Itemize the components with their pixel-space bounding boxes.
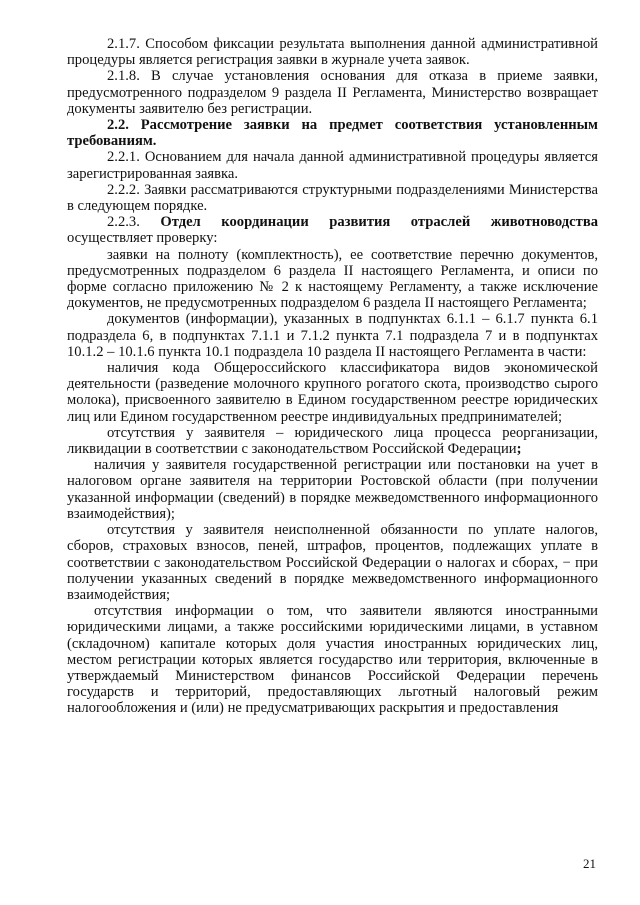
- paragraph-okved-code: наличия кода Общероссийского классификатора видов экономической деятельности (разведение молочного крупного рогатого скота, производство сырого молока), присвоенного заявителю в Едином государственном реестре юридических лиц или Едином государственном реестре индивидуальных предпринимателей;: [67, 360, 598, 425]
- paragraph-foreign-entities: отсутствия информации о том, что заявители являются иностранными юридическими лицами, а также российскими юридическими лицами, в уставном (складочном) капитале которых доля участия иностранных юридических лиц, местом регистрации которых является государство или территория, включенные в утверждаемый Министерством финансов Российской Федерации перечень государств и территорий, предоставляющих льготный налоговый режим налогообложения и (или) не предусматривающих раскрытия и предоставления: [67, 603, 598, 717]
- paragraph-reorganization: [67, 425, 598, 457]
- page-number: 21: [583, 856, 596, 871]
- paragraph-2-2-1: 2.2.1. Основанием для начала данной административной процедуры является зарегистрированная заявка.: [67, 149, 598, 182]
- paragraph-documents: документов (информации), указанных в подпунктах 6.1.1 – 6.1.7 пункта 6.1 подраздела 6, в подпунктах 7.1.1 и 7.1.2 пункта 7.1 подраздела 7 и в подпунктах 10.1.2 – 10.1.6 пункта 10.1 подраздела 10 раздела II настоящего Регламента в части:: [67, 311, 598, 360]
- paragraph-reorganization-text: отсутствия у заявителя – юридического лица процесса реорганизации, ликвидации в соответствии с законодательством Российской Федерации: [67, 424, 598, 458]
- paragraph-2-2-3-text: осуществляет проверку:: [67, 230, 218, 247]
- section-heading-2-2: 2.2. Рассмотрение заявки на предмет соответствия установленным требованиям.: [67, 117, 598, 150]
- paragraph-reorganization-tail: ;: [516, 441, 522, 458]
- paragraph-2-1-7: 2.1.7. Способом фиксации результата выполнения данной административной процедуры является регистрация заявки в журнале учета заявок.: [67, 36, 598, 69]
- department-name: Отдел координации развития отраслей животноводства: [160, 214, 598, 231]
- paragraph-completeness: заявки на полноту (комплектность), ее соответствие перечню документов, предусмотренных подразделом 6 раздела II настоящего Регламента, и описи по форме согласно приложению № 2 к настоящему Регламенту, а также исключение документов, не предусмотренных подразделом 6 раздела II настоящего Регламента;: [67, 246, 598, 312]
- paragraph-registration: наличия у заявителя государственной регистрации или постановки на учет в налоговом органе заявителя на территории Ростовской области (при получении указанной информации (сведений) в порядке межведомственного информационного взаимодействия);: [67, 457, 598, 522]
- paragraph-2-2-3: [67, 214, 598, 246]
- paragraph-taxes: отсутствия у заявителя неисполненной обязанности по уплате налогов, сборов, страховых взносов, пеней, штрафов, процентов, подлежащих уплате в соответствии с законодательством Российской Федерации о налогах и сборах, − при получении указанных сведений в порядке межведомственного информационного взаимодействия;: [67, 522, 598, 603]
- paragraph-2-2-3-number: 2.2.3.: [107, 214, 140, 231]
- paragraph-2-1-8: 2.1.8. В случае установления основания для отказа в приеме заявки, предусмотренного подразделом 9 раздела II Регламента, Министерство возвращает документы заявителю без регистрации.: [67, 68, 598, 117]
- paragraph-2-2-2: 2.2.2. Заявки рассматриваются структурными подразделениями Министерства в следующем порядке.: [67, 181, 598, 215]
